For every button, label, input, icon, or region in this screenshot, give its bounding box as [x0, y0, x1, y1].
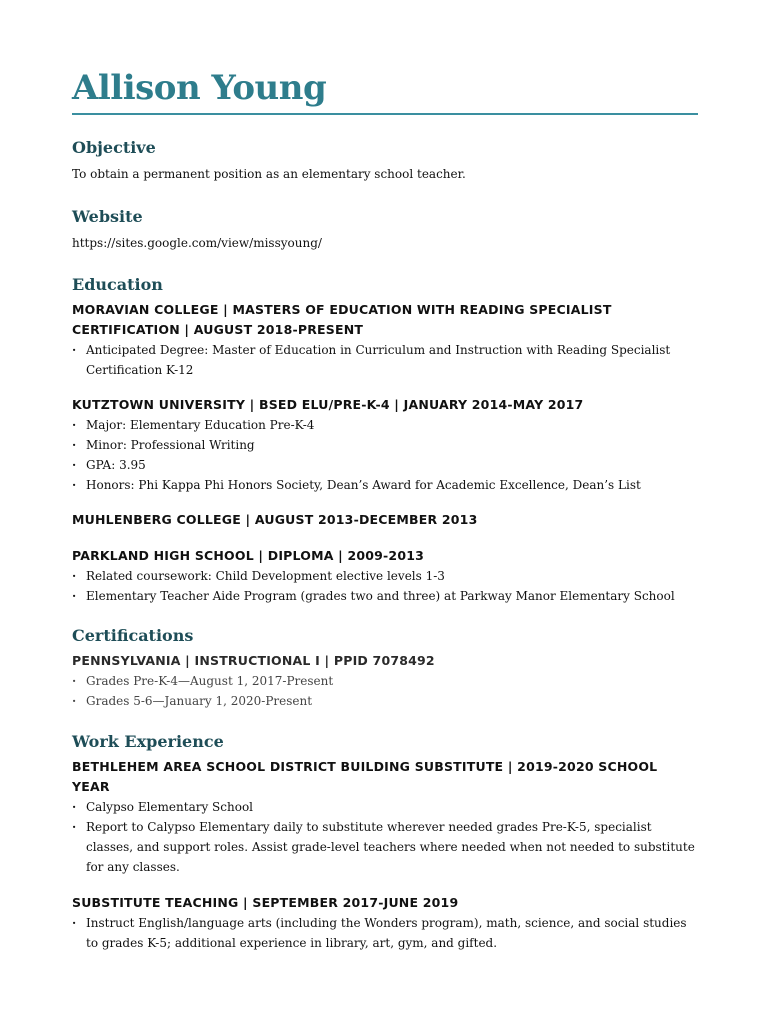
work-heading: Work Experience: [72, 732, 224, 751]
entry-title: BETHLEHEM AREA SCHOOL DISTRICT BUILDING SUBSTITUTE | 2019-2020 SCHOOL YEAR: [72, 759, 658, 794]
certification-entry: [72, 651, 698, 711]
entry-title: PENNSYLVANIA | INSTRUCTIONAL I | PPID 7078492: [72, 653, 435, 668]
education-entry: [72, 395, 698, 495]
entry-bullet: · Grades Pre-K-4—August 1, 2017-Present: [72, 671, 698, 691]
certifications-heading: Certifications: [72, 626, 194, 645]
website-url[interactable]: https://sites.google.com/view/missyoung/: [72, 236, 322, 250]
entry-bullet: · Instruct English/language arts (including the Wonders program), math, science, and social studies to grades K-5; additional experience in library, art, gym, and gifted.: [72, 913, 698, 953]
entry-bullet: · Elementary Teacher Aide Program (grades two and three) at Parkway Manor Elementary School: [72, 586, 698, 606]
website-section: [72, 206, 698, 253]
work-section: [72, 731, 698, 953]
entry-bullet: · Related coursework: Child Development elective levels 1-3: [72, 566, 698, 586]
entry-title: PARKLAND HIGH SCHOOL | DIPLOMA | 2009-2013: [72, 548, 425, 563]
education-section: [72, 274, 698, 606]
resume-page: [72, 66, 698, 953]
entry-title: SUBSTITUTE TEACHING | SEPTEMBER 2017-JUNE 2019: [72, 895, 459, 910]
entry-bullet: · Honors: Phi Kappa Phi Honors Society, Dean’s Award for Academic Excellence, Dean’s List: [72, 475, 698, 495]
entry-bullet: · Report to Calypso Elementary daily to substitute wherever needed grades Pre-K-5, specialist classes, and support roles. Assist grade-level teachers where needed when not needed to substitute for any classes.: [72, 817, 698, 877]
education-entry: [72, 546, 698, 606]
objective-text: To obtain a permanent position as an elementary school teacher.: [72, 167, 466, 181]
certifications-section: [72, 625, 698, 711]
objective-section: [72, 137, 698, 184]
candidate-name: Allison Young: [72, 68, 327, 108]
education-entry: [72, 300, 698, 380]
entry-title: KUTZTOWN UNIVERSITY | BSED ELU/PRE-K-4 | JANUARY 2014-MAY 2017: [72, 397, 584, 412]
website-heading: Website: [72, 207, 143, 226]
education-heading: Education: [72, 275, 163, 294]
entry-bullet: · Calypso Elementary School: [72, 797, 698, 817]
entry-bullet: · GPA: 3.95: [72, 455, 698, 475]
work-entry: [72, 757, 698, 877]
header-divider: [72, 113, 698, 115]
entry-bullet: · Minor: Professional Writing: [72, 435, 698, 455]
entry-bullet: · Grades 5-6—January 1, 2020-Present: [72, 691, 698, 711]
entry-bullet: · Anticipated Degree: Master of Education in Curriculum and Instruction with Reading Specialist Certification K-12: [72, 340, 698, 380]
work-entry: [72, 893, 698, 953]
entry-title: MORAVIAN COLLEGE | MASTERS OF EDUCATION WITH READING SPECIALIST CERTIFICATION | AUGUST 2018-PRESENT: [72, 302, 612, 337]
objective-heading: Objective: [72, 138, 156, 157]
entry-bullet: · Major: Elementary Education Pre-K-4: [72, 415, 698, 435]
entry-title: MUHLENBERG COLLEGE | AUGUST 2013-DECEMBER 2013: [72, 512, 478, 527]
education-entry: [72, 510, 698, 530]
